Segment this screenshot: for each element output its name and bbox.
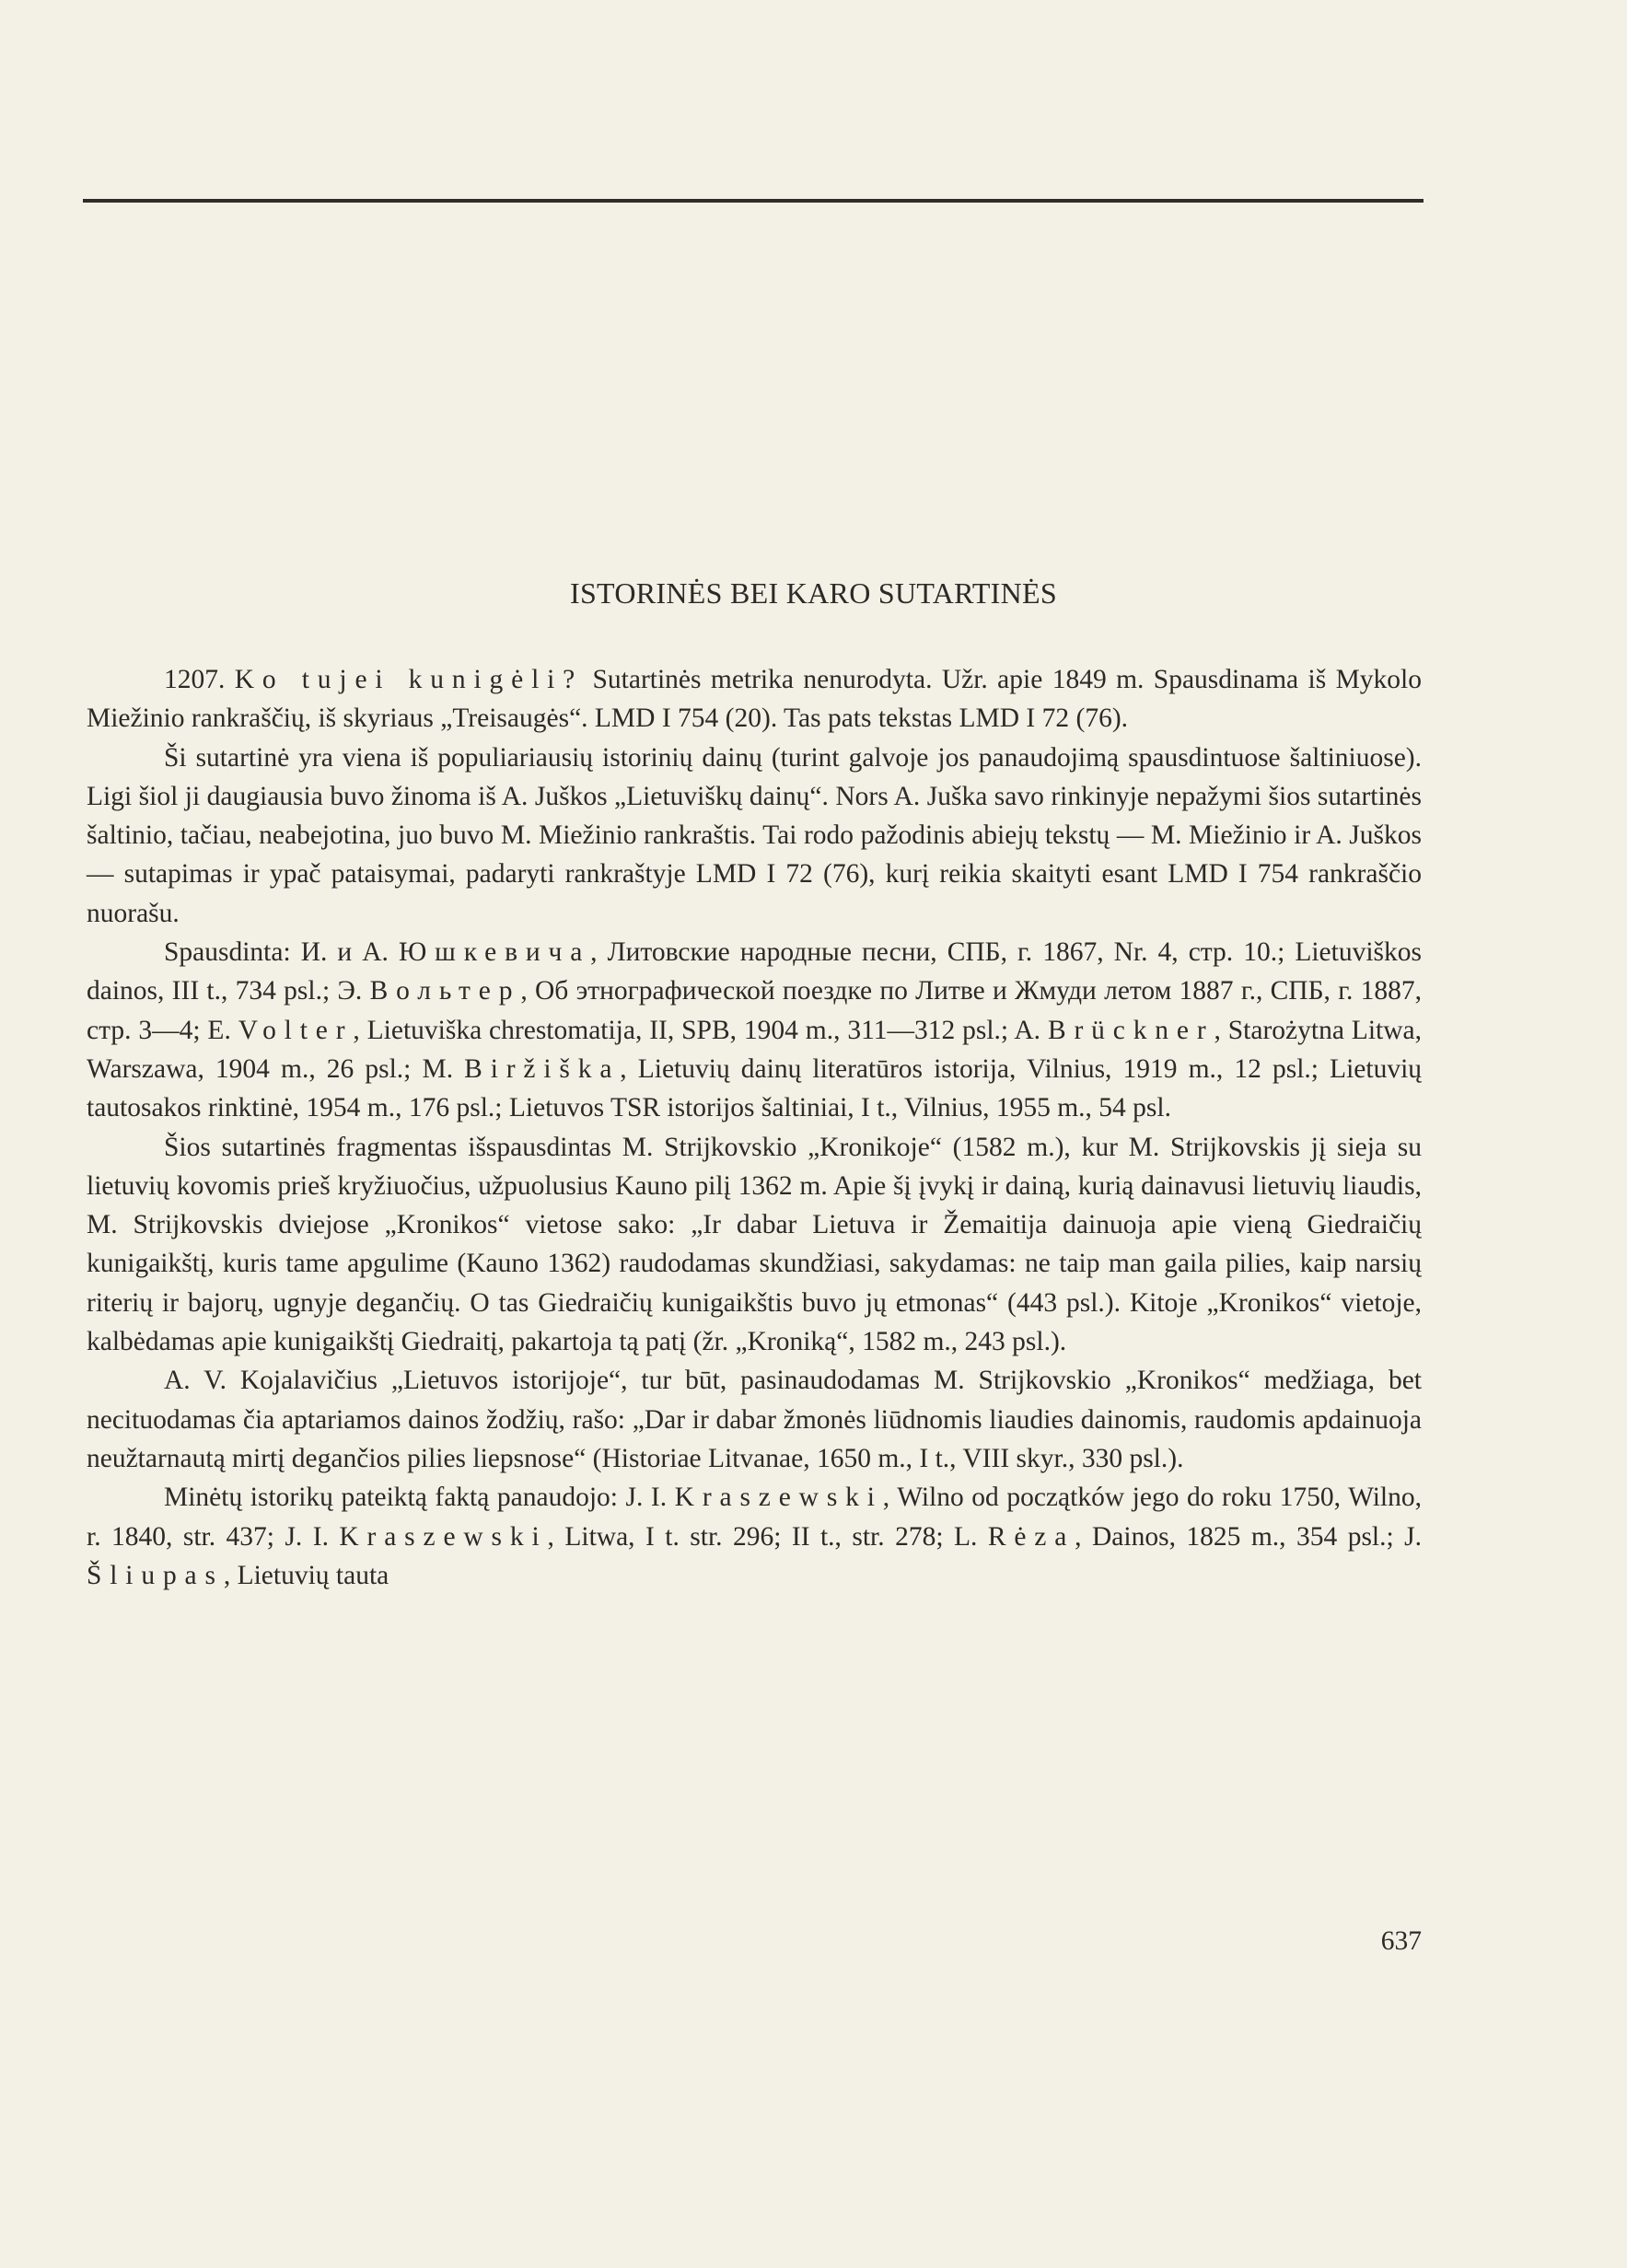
author-name: Volter	[238, 1015, 354, 1045]
paragraph-text: Sutartinės metrika nenurodyta. Užr. apie 1849 m. Spausdinama iš Mykolo Miežinio rankraščių, iš skyriaus „Treisaugės“. LMD I 754 (20). Tas pats tekstas LMD I 72 (76).	[87, 665, 1422, 734]
paragraph-text: Spausdinta: И. и А.	[164, 937, 399, 968]
paragraph-text: , Wilno od początków jego do roku 1750, Wilno, r. 1840, str. 437; J. I.	[87, 1483, 1423, 1552]
paragraph-song-1207	[87, 660, 1422, 739]
author-name: Юшкевича	[398, 937, 591, 968]
body-text	[87, 660, 1422, 1595]
paragraph-text: , Starożytna Litwa, Warszawa, 1904 m., 26 psl.; M.	[87, 1015, 1422, 1084]
section-title: ISTORINĖS BEI KARO SUTARTINĖS	[570, 576, 1057, 610]
author-name: Kraszewski	[339, 1521, 548, 1552]
author-name: Brückner	[1047, 1015, 1214, 1045]
author-name: Kraszewski	[674, 1483, 883, 1513]
paragraph-text: , Lietuvių tauta	[223, 1560, 389, 1590]
author-name: Biržiška	[464, 1053, 621, 1084]
paragraph-text: Minėtų istorikų pateiktą faktą panaudojo: J. I.	[164, 1483, 675, 1513]
paragraph-strijkovskis: Šios sutartinės fragmentas išspausdintas M. Strijkovskio „Kronikoje“ (1582 m.), kur M. Strijkovskis jį sieja su lietuvių kovomis prieš kryžiuočius, užpuolusius Kauno pilį 1362 m. Apie šį įvykį ir dainą, kurią dainavusi lietuvių liaudis, M. Strijkovskis dviejose „Kronikos“ vietose sako: „Ir dabar Lietuva ir Žemaitija dainuoja apie vieną Giedraičių kunigaikštį, kuris tame apgulime (Kauno 1362) raudodamas skundžiasi, sakydamas: ne taip man gaila pilies, kaip narsių riterių ir bajorų, ugnyje degančių. O tas Giedraičių kunigaikštis buvo jų etmonas“ (443 psl.). Kitoje „Kronikos“ vietoje, kalbėdamas apie kunigaikštį Giedraitį, pakartoja tą patį (žr. „Kroniką“, 1582 m., 243 psl.).	[87, 1132, 1422, 1357]
paragraph-text: , Dainos, 1825 m., 354 psl.; J.	[1075, 1521, 1422, 1552]
paragraph-text: , Об этнографической поездке по Литве и Жмуди летом 1887 г., СПБ, г. 1887, стр. 3—4; E.	[87, 976, 1422, 1045]
song-title: Ko tujei kunigėli?	[234, 665, 584, 694]
paragraph-historians	[87, 1478, 1422, 1595]
paragraph-text: , Lietuvių dainų literatūros istorija, Vilnius, 1919 m., 12 psl.; Lietuvių tautosakos rinktinė, 1954 m., 176 psl.; Lietuvos TSR istorijos šaltiniai, I t., Vilnius, 1955 m., 54 psl.	[87, 1053, 1423, 1123]
author-name: Šliupas	[87, 1560, 224, 1590]
song-number: 1207.	[164, 665, 235, 694]
paragraph-text: , Литовские народные песни, СПБ, г. 1867, Nr. 4, стр. 10.; Lietuviškos dainos, III t., 734 psl.; Э.	[87, 937, 1422, 1006]
paragraph-text: , Litwa, I t. str. 296; II t., str. 278; L.	[547, 1521, 988, 1552]
top-horizontal-rule	[83, 199, 1424, 203]
author-name: Вольтер	[369, 976, 521, 1006]
page-number: 637	[1380, 1926, 1422, 1956]
paragraph-text: , Lietuviška chrestomatija, II, SPB, 1904 m., 311—312 psl.; A.	[353, 1015, 1048, 1045]
paragraph-commentary: Ši sutartinė yra viena iš populiariausių istorinių dainų (turint galvoje jos panaudojimą spausdintuose šaltiniuose). Ligi šiol ji daugiausia buvo žinoma iš A. Juškos „Lietuviškų dainų“. Nors A. Juška savo rinkinyje nepažymi šios sutartinės šaltinio, tačiau, neabejotina, juo buvo M. Miežinio rankraštis. Tai rodo pažodinis abiejų tekstų — M. Miežinio ir A. Juškos — sutapimas ir ypač pataisymai, padaryti rankraštyje LMD I 72 (76), kurį reikia skaityti esant LMD I 754 rankraščio nuorašu.	[87, 742, 1422, 928]
author-name: Rėza	[987, 1521, 1075, 1552]
paragraph-kojalavicius: A. V. Kojalavičius „Lietuvos istorijoje“, tur būt, pasinaudodamas M. Strijkovskio „Kronikos“ medžiaga, bet necituodamas čia aptariamos dainos žodžių, rašo: „Dar ir dabar žmonės liūdnomis liaudies dainomis, raudomis apdainuoja neužtarnautą mirtį degančios pilies liepsnose“ (Historiae Litvanae, 1650 m., I t., VIII skyr., 330 psl.).	[87, 1366, 1422, 1473]
paragraph-printed-sources	[87, 933, 1422, 1127]
